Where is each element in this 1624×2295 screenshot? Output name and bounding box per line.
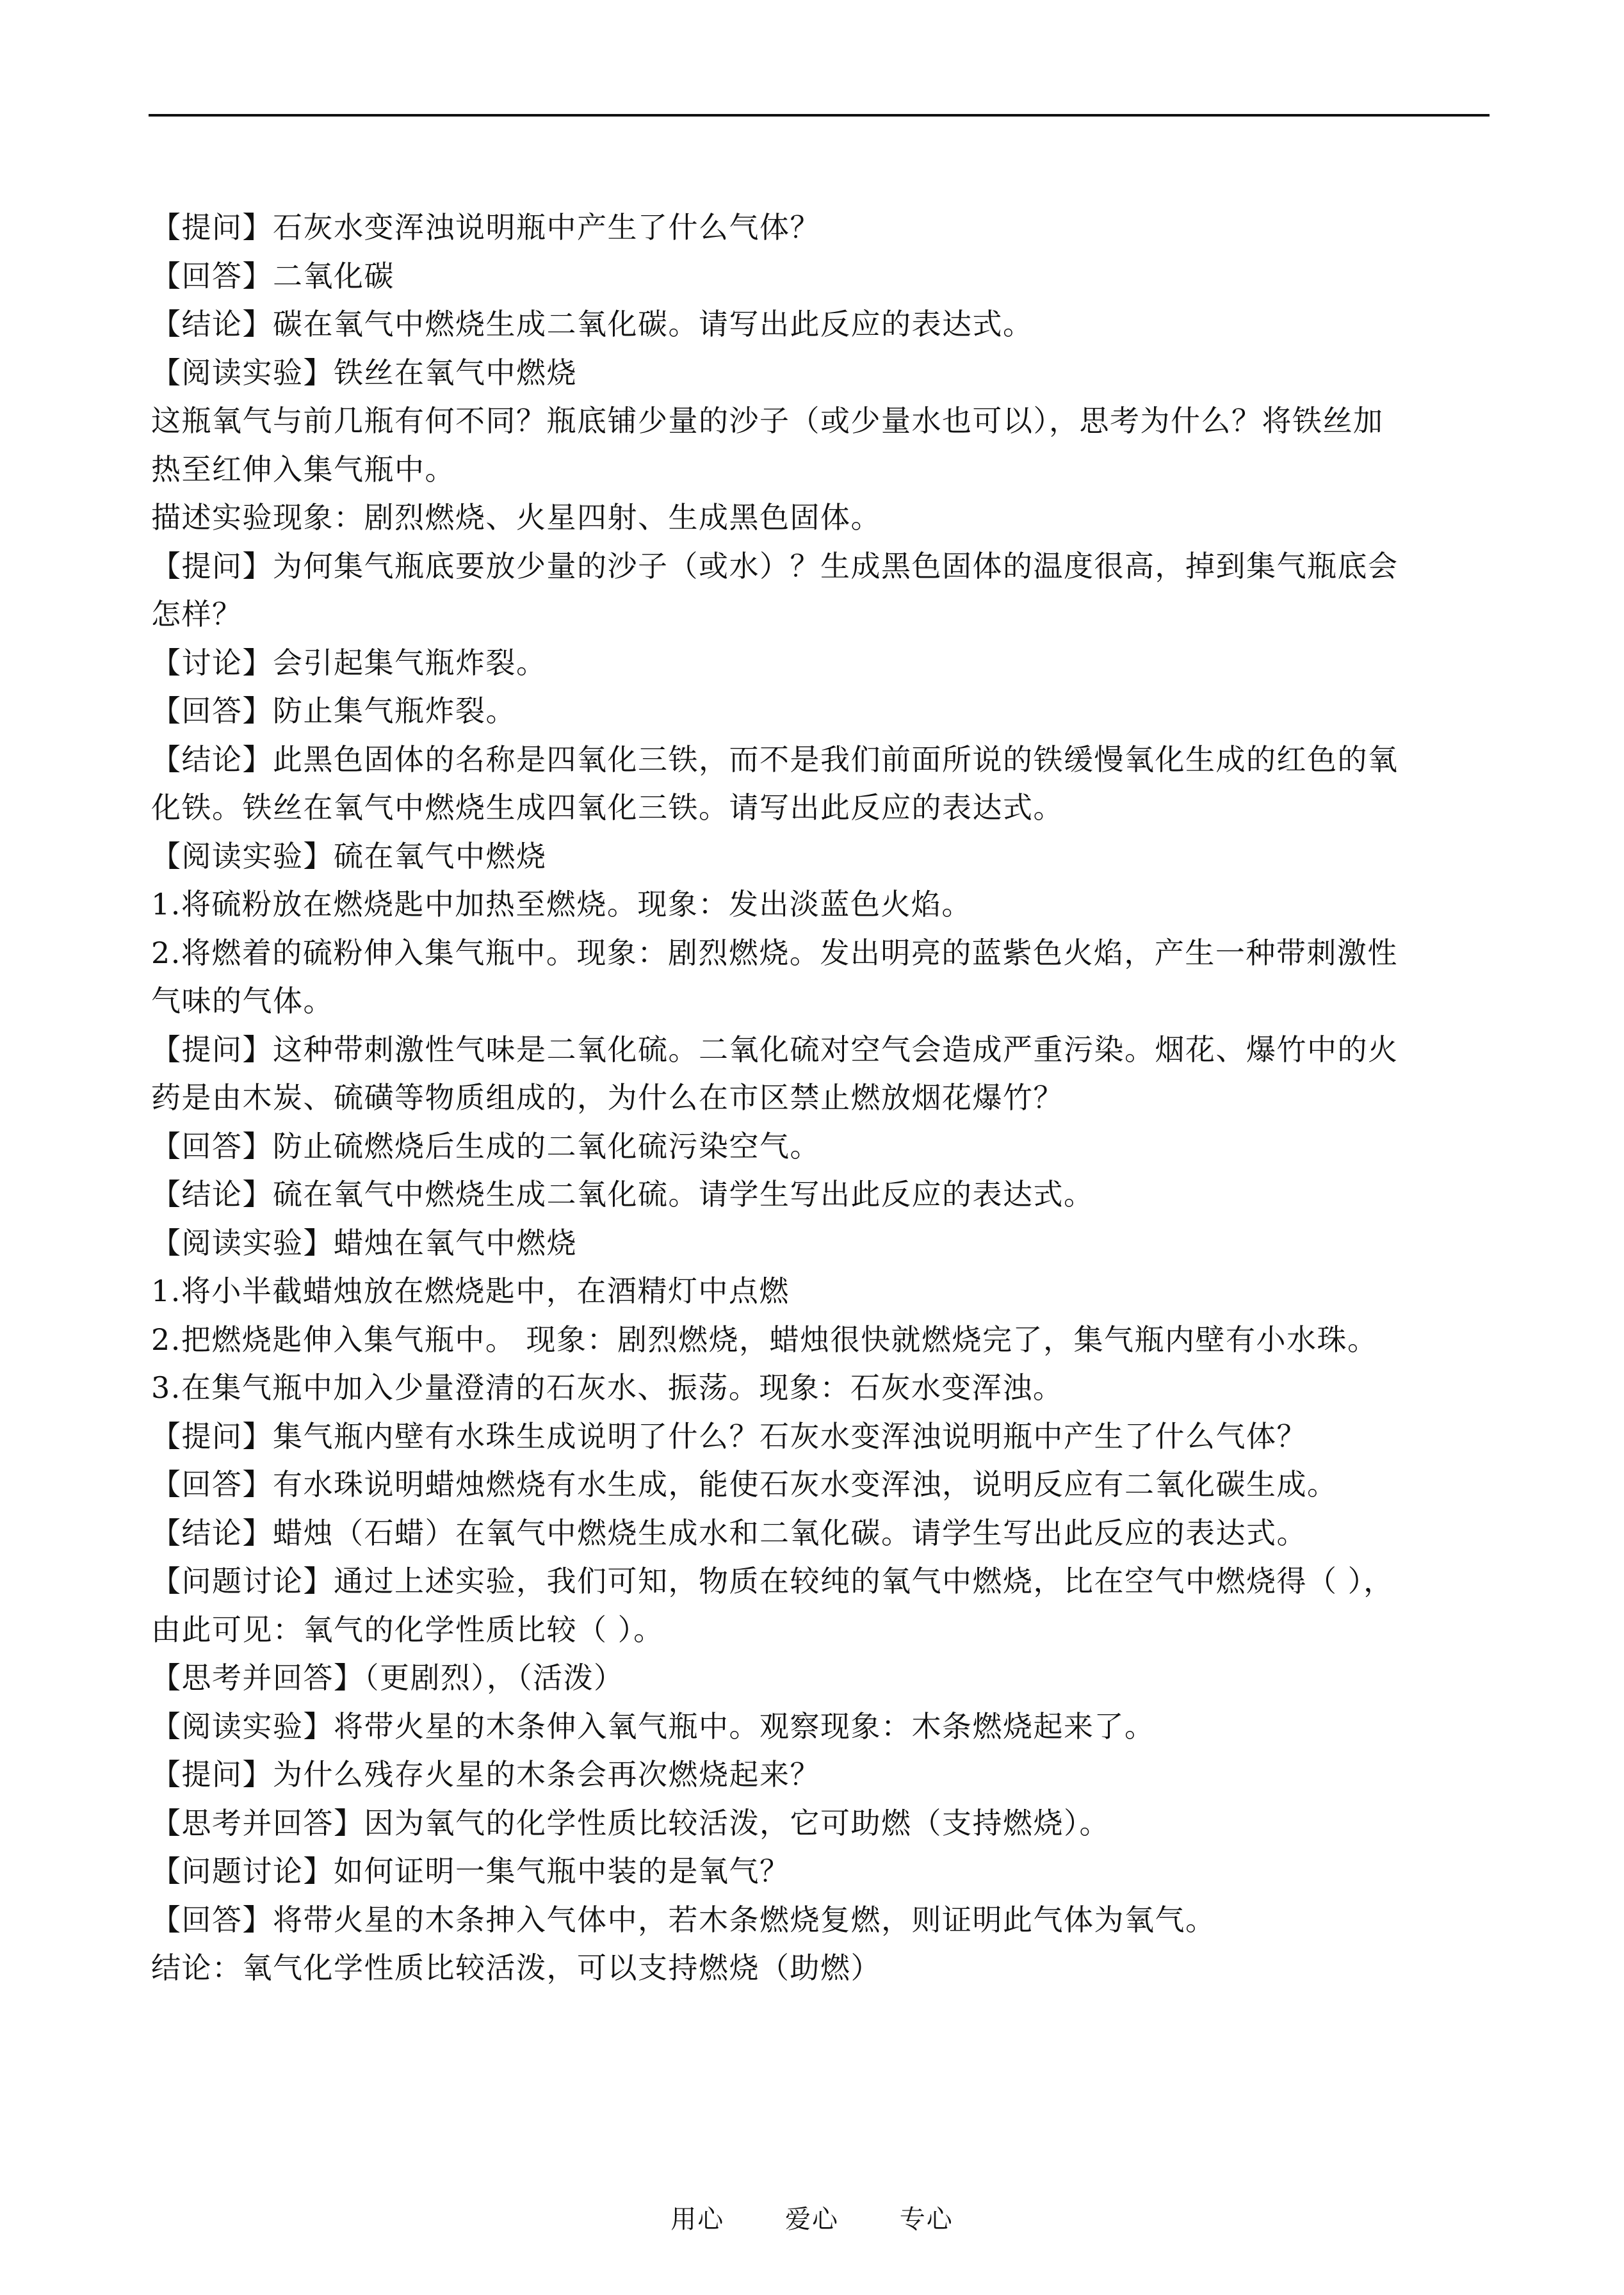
header-rule <box>149 114 1490 117</box>
text-line: 气味的气体。 <box>151 984 334 1018</box>
footer-motto: 专心 <box>899 2205 954 2234</box>
text-line: 2.把燃烧匙伸入集气瓶中。 现象：剧烈燃烧，蜡烛很快就燃烧完了，集气瓶内壁有小水珠。 <box>151 1322 1378 1357</box>
text-line: 化铁。铁丝在氧气中燃烧生成四氧化三铁。请写出此反应的表达式。 <box>151 790 1064 825</box>
text-line: 【思考并回答】（更剧烈），（活泼） <box>151 1660 624 1695</box>
text-line: 【结论】此黑色固体的名称是四氧化三铁，而不是我们前面所说的铁缓慢氧化生成的红色的氧 <box>151 742 1399 777</box>
text-line: 1.将硫粉放在燃烧匙中加热至燃烧。现象：发出淡蓝色火焰。 <box>151 887 972 921</box>
footer-motto: 用心 <box>670 2205 725 2234</box>
document-body <box>151 204 1491 1993</box>
text-line: 这瓶氧气与前几瓶有何不同？瓶底铺少量的沙子（或少量水也可以），思考为什么？将铁丝加 <box>151 403 1384 438</box>
text-line: 结论：氧气化学性质比较活泼，可以支持燃烧（助燃） <box>151 1950 881 1985</box>
text-line: 热至红伸入集气瓶中。 <box>151 451 455 487</box>
text-line: 【回答】防止硫燃烧后生成的二氧化硫污染空气。 <box>151 1128 820 1164</box>
text-line: 【回答】有水珠说明蜡烛燃烧有水生成，能使石灰水变浑浊，说明反应有二氧化碳生成。 <box>151 1467 1338 1502</box>
text-line: 药是由木炭、硫磺等物质组成的，为什么在市区禁止燃放烟花爆竹？ <box>151 1080 1064 1115</box>
text-line: 【阅读实验】将带火星的木条伸入氧气瓶中。观察现象：木条燃烧起来了。 <box>151 1708 1155 1744</box>
text-line: 【提问】集气瓶内壁有水珠生成说明了什么？石灰水变浑浊说明瓶中产生了什么气体？ <box>151 1418 1307 1454</box>
text-line: 【提问】石灰水变浑浊说明瓶中产生了什么气体？ <box>151 210 820 245</box>
text-line: 【问题讨论】通过上述实验，我们可知，物质在较纯的氧气中燃烧，比在空气中燃烧得（ ）， <box>151 1564 1394 1598</box>
text-line: 【回答】二氧化碳 <box>151 258 394 293</box>
text-line: 【回答】将带火星的木条抻入气体中，若木条燃烧复燃，则证明此气体为氧气。 <box>151 1902 1216 1937</box>
text-line: 【结论】硫在氧气中燃烧生成二氧化硫。请学生写出此反应的表达式。 <box>151 1177 1094 1212</box>
text-line: 【阅读实验】蜡烛在氧气中燃烧 <box>151 1225 577 1260</box>
text-line: 【提问】为何集气瓶底要放少量的沙子（或水）？生成黑色固体的温度很高，掉到集气瓶底会 <box>151 548 1399 583</box>
text-line: 【阅读实验】硫在氧气中燃烧 <box>151 838 547 873</box>
text-line: 1.将小半截蜡烛放在燃烧匙中，在酒精灯中点燃 <box>151 1274 790 1308</box>
text-line: 【思考并回答】因为氧气的化学性质比较活泼，它可助燃（支持燃烧）。 <box>151 1805 1110 1840</box>
text-line: 【结论】蜡烛（石蜡）在氧气中燃烧生成水和二氧化碳。请学生写出此反应的表达式。 <box>151 1515 1307 1550</box>
text-line: 【提问】这种带刺激性气味是二氧化硫。二氧化硫对空气会造成严重污染。烟花、爆竹中的火 <box>151 1032 1399 1067</box>
text-line: 【问题讨论】如何证明一集气瓶中装的是氧气？ <box>151 1854 790 1888</box>
text-line: 【阅读实验】铁丝在氧气中燃烧 <box>151 355 577 390</box>
text-line: 【回答】防止集气瓶炸裂。 <box>151 693 516 728</box>
text-line: 【提问】为什么残存火星的木条会再次燃烧起来？ <box>151 1757 820 1792</box>
text-line: 怎样？ <box>151 597 243 631</box>
text-line: 3.在集气瓶中加入少量澄清的石灰水、振荡。现象：石灰水变浑浊。 <box>151 1370 1064 1405</box>
text-line: 【结论】碳在氧气中燃烧生成二氧化碳。请写出此反应的表达式。 <box>151 307 1034 341</box>
text-line: 2.将燃着的硫粉伸入集气瓶中。现象：剧烈燃烧。发出明亮的蓝紫色火焰，产生一种带刺激性 <box>151 935 1398 970</box>
text-line: 由此可见：氧气的化学性质比较（ ）。 <box>151 1612 664 1647</box>
page-footer <box>0 2199 1624 2235</box>
text-line: 描述实验现象：剧烈燃烧、火星四射、生成黑色固体。 <box>151 500 881 535</box>
footer-motto: 爱心 <box>785 2205 839 2234</box>
text-line: 【讨论】会引起集气瓶炸裂。 <box>151 645 547 680</box>
